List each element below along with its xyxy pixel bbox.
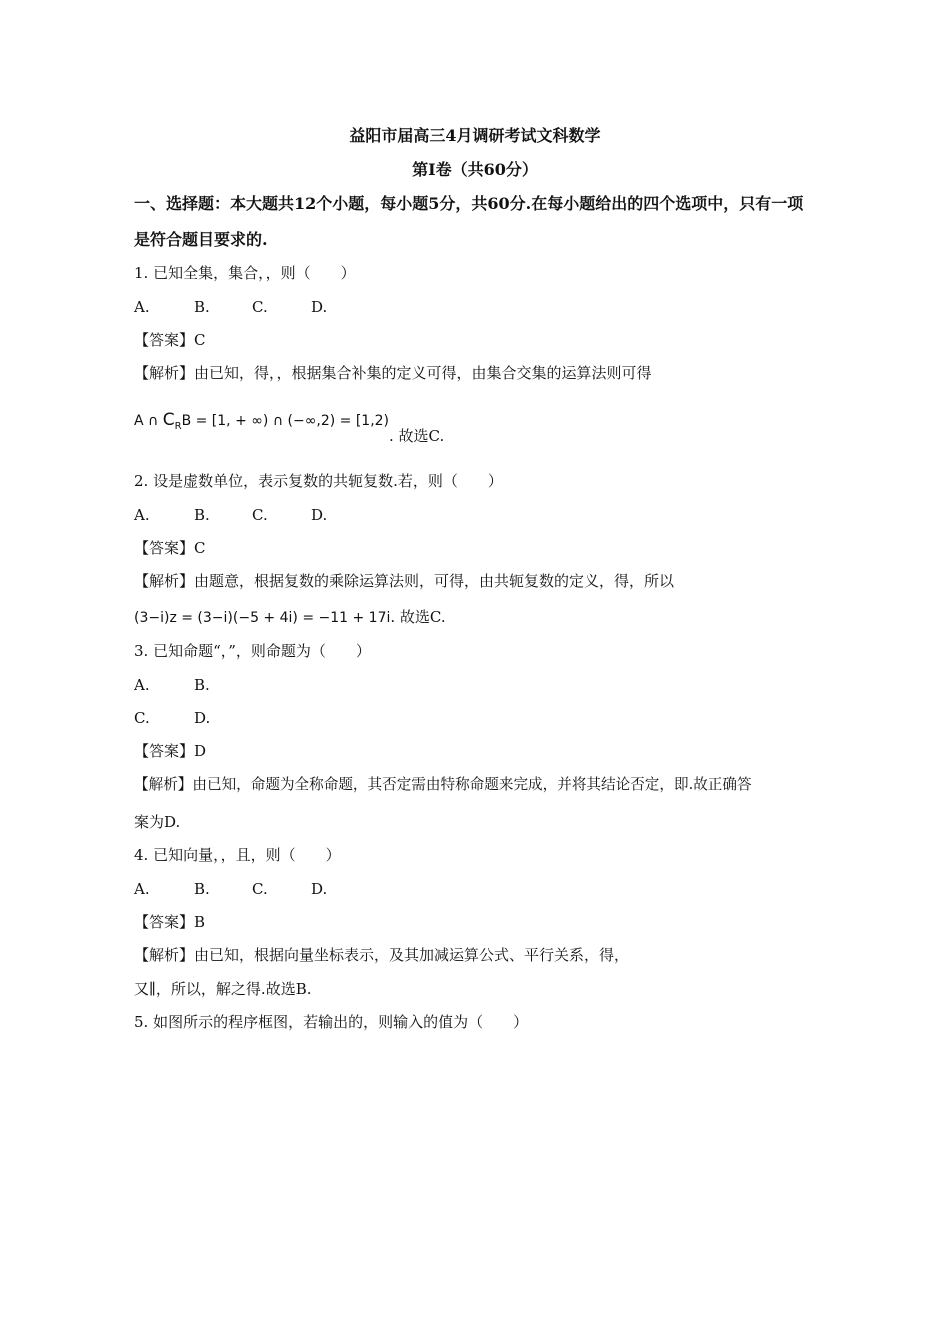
q1-option-a: A. <box>134 298 150 316</box>
q1-option-d: D. <box>311 298 328 316</box>
q1-formula <box>134 410 445 445</box>
q4-option-b: B. <box>194 880 210 898</box>
q1-option-b: B. <box>194 298 210 316</box>
q4-answer: 【答案】B <box>134 913 206 931</box>
q2-formula-math: (3−i)z = (3−i)(−5 + 4i) = −11 + 17i <box>134 610 391 626</box>
q3-option-c: C. <box>134 709 150 727</box>
q3-answer: 【答案】D <box>134 742 207 760</box>
q4-option-d: D. <box>311 880 328 898</box>
q4-stem: 4. 已知向量，，且，则（ ） <box>134 846 341 864</box>
q3-option-b: B. <box>194 676 210 694</box>
q2-option-c: C. <box>252 506 268 524</box>
q3-analysis-line2: 案为D. <box>134 813 181 831</box>
q2-option-d: D. <box>311 506 328 524</box>
q3-option-d: D. <box>194 709 211 727</box>
q2-option-b: B. <box>194 506 210 524</box>
q1-formula-part2: B = [1, + ∞) ∩ (−∞,2) = [1,2) <box>181 413 390 429</box>
q4-analysis-line2: 又∥，所以，解之得.故选B. <box>134 980 312 998</box>
section-header-line1: 一、选择题：本大题共12个小题，每小题5分，共60分.在每小题给出的四个选项中，只有一项 <box>134 194 804 213</box>
q3-analysis-line1: 【解析】由已知，命题为全称命题，其否定需由特称命题来完成，并将其结论否定，即.故正确答 <box>134 776 752 793</box>
q2-formula-tail: . 故选C. <box>390 608 446 626</box>
q4-option-c: C. <box>252 880 268 898</box>
section-header-line2: 是符合题目要求的. <box>134 230 268 249</box>
q4-analysis-line1: 【解析】由已知，根据向量坐标表示，及其加减运算公式、平行关系，得， <box>134 946 630 964</box>
q4-option-a: A. <box>134 880 150 898</box>
document-subtitle: 第Ⅰ卷（共60分） <box>412 160 538 179</box>
q5-stem: 5. 如图所示的程序框图，若输出的，则输入的值为（ ） <box>134 1013 529 1031</box>
q2-stem: 2. 设是虚数单位，表示复数的共轭复数.若，则（ ） <box>134 472 503 490</box>
q1-option-c: C. <box>252 298 268 316</box>
q2-formula <box>134 610 446 625</box>
q2-answer: 【答案】C <box>134 539 206 557</box>
q3-option-a: A. <box>134 676 150 694</box>
q1-answer: 【答案】C <box>134 331 206 349</box>
complement-symbol: C <box>162 410 175 430</box>
q1-formula-part1: A ∩ <box>134 413 163 429</box>
q2-option-a: A. <box>134 506 150 524</box>
complement-subscript: R <box>174 421 182 432</box>
q1-formula-tail: . 故选C. <box>389 427 445 445</box>
q1-stem: 1. 已知全集，集合，，则（ ） <box>134 264 356 282</box>
q3-stem: 3. 已知命题“，”，则命题为（ ） <box>134 642 371 660</box>
q1-analysis: 【解析】由已知，得，，根据集合补集的定义可得，由集合交集的运算法则可得 <box>134 364 652 382</box>
document-title: 益阳市届高三4月调研考试文科数学 <box>349 126 601 145</box>
q2-analysis: 【解析】由题意，根据复数的乘除运算法则，可得，由共轭复数的定义，得，所以 <box>134 572 675 590</box>
